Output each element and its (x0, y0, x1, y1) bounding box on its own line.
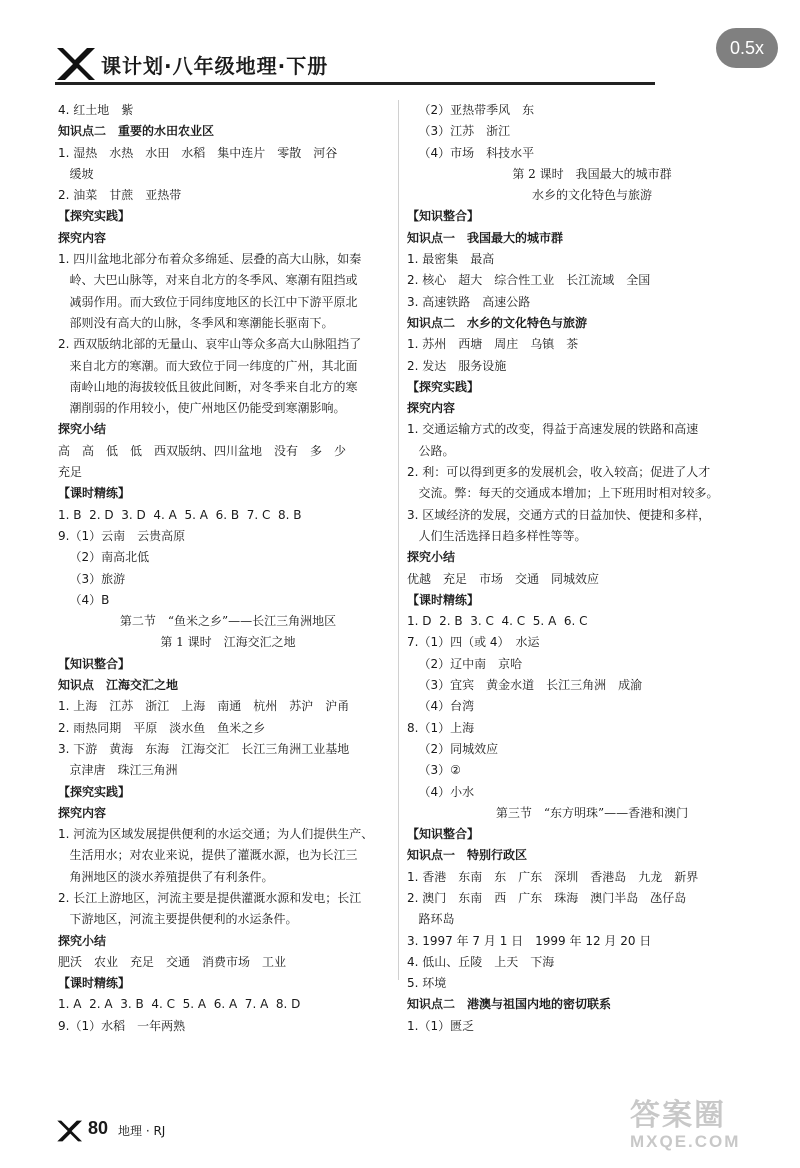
text-line: 2. 利：可以得到更多的发展机会，收入较高；促进了人才 (407, 465, 711, 480)
text-line: 1. 上海 江苏 浙江 上海 南通 杭州 苏沪 沪甬 (58, 699, 350, 714)
subheading-line: 【课时精练】 (58, 486, 131, 501)
subheading-line: 探究小结 (58, 933, 107, 948)
book-logo-icon (55, 44, 95, 84)
text-line: 9.（1）云南 云贵高原 (58, 528, 186, 543)
text-line: 部则没有高大的山脉，冬季风和寒潮能长驱南下。 (58, 315, 334, 330)
text-line: 潮削弱的作用较小，使广州地区仍能受到寒潮影响。 (58, 401, 346, 416)
text-line: （4）B (58, 592, 110, 607)
text-line: （3）江苏 浙江 (407, 124, 511, 139)
text-line: 下游地区，河流主要提供便利的水运条件。 (58, 912, 298, 927)
text-line: （4）小水 (407, 784, 475, 799)
page-header (55, 44, 715, 88)
subheading-line: 知识点二 港澳与祖国内地的密切联系 (407, 997, 612, 1012)
text-line: 1. A 2. A 3. B 4. C 5. A 6. A 7. A 8. D (58, 997, 301, 1012)
text-line: 3. 下游 黄海 东海 江海交汇 长江三角洲工业基地 (58, 741, 350, 756)
text-line: 生活用水；对农业来说，提供了灌溉水源，也为长江三 (58, 848, 358, 863)
column-divider (398, 100, 399, 980)
text-line: 4. 低山、丘陵 上天 下海 (407, 954, 555, 969)
text-line: 3. 高速铁路 高速公路 (407, 294, 531, 309)
text-line: 1. D 2. B 3. C 4. C 5. A 6. C (407, 614, 588, 629)
text-line: 1. 苏州 西塘 周庄 乌镇 茶 (407, 337, 579, 352)
text-line: 2. 核心 超大 综合性工业 长江流域 全国 (407, 273, 651, 288)
text-line: 1. B 2. D 3. D 4. A 5. A 6. B 7. C 8. B (58, 507, 302, 522)
text-line: 南岭山地的海拔较低且彼此间断，对冬季来自北方的寒 (58, 379, 358, 394)
text-line: 4. 红土地 紫 (58, 103, 134, 117)
text-line: （4）台湾 (407, 699, 475, 714)
text-line: 肥沃 农业 充足 交通 消费市场 工业 (58, 954, 287, 969)
subheading-line: 【知识整合】 (407, 827, 480, 842)
watermark-text: 答案圈 (630, 1099, 726, 1132)
subheading-line: 【探究实践】 (58, 784, 131, 799)
text-line: 高 高 低 低 西双版纳、四川盆地 没有 多 少 (58, 443, 347, 458)
subheading-line: 【知识整合】 (58, 656, 131, 671)
text-line: 8.（1）上海 (407, 720, 475, 735)
header-rule (55, 82, 655, 85)
page-number: 80 (88, 1118, 109, 1138)
footer-subject: 地理 · RJ (118, 1124, 166, 1138)
text-line: 2. 澳门 东南 西 广东 珠海 澳门半岛 氹仔岛 (407, 890, 687, 905)
subheading-line: 知识点一 我国最大的城市群 (407, 230, 564, 245)
text-line: （3）② (407, 763, 461, 778)
text-line: 1. 湿热 水热 水田 水稻 集中连片 零散 河谷 (58, 145, 338, 160)
text-line: 3. 1997 年 7 月 1 日 1999 年 12 月 20 日 (407, 933, 652, 948)
watermark (630, 1090, 740, 1152)
text-line: （3）旅游 (58, 571, 126, 586)
text-line: 9.（1）水稻 一年两熟 (58, 1018, 186, 1033)
text-line: （4）市场 科技水平 (407, 145, 535, 160)
text-line: 1. 交通运输方式的改变，得益于高速发展的铁路和高速 (407, 422, 699, 437)
text-line: 交流。弊：每天的交通成本增加；上下班用时相对较多。 (407, 486, 719, 501)
text-line: 2. 雨热同期 平原 淡水鱼 鱼米之乡 (58, 720, 266, 735)
text-line: 来自北方的寒潮。而大致位于同一纬度的广州，其北面 (58, 358, 358, 373)
subheading-line: 知识点二 重要的水田农业区 (58, 124, 215, 139)
subheading-line: 【课时精练】 (407, 592, 480, 607)
section-heading: 第 1 课时 江海交汇之地 (160, 635, 296, 650)
section-heading: 第 2 课时 我国最大的城市群 (512, 166, 672, 181)
left-column (58, 100, 398, 1037)
subheading-line: 【探究实践】 (58, 209, 131, 224)
text-line: 充足 (58, 465, 83, 480)
subheading-line: 探究小结 (407, 550, 456, 565)
right-column (407, 100, 777, 1037)
text-line: 优越 充足 市场 交通 同城效应 (407, 571, 600, 586)
text-line: 2. 长江上游地区，河流主要是提供灌溉水源和发电；长江 (58, 890, 362, 905)
subheading-line: 探究内容 (58, 230, 107, 245)
text-line: 公路。 (407, 443, 455, 458)
text-line: （2）辽中南 京哈 (407, 656, 523, 671)
subheading-line: 【探究实践】 (407, 379, 480, 394)
watermark-url: MXQE.COM (630, 1132, 741, 1151)
text-line: 岭、大巴山脉等，对来自北方的冬季风、寒潮有阻挡或 (58, 273, 358, 288)
subheading-line: 探究内容 (58, 805, 107, 820)
section-heading: 第二节 “鱼米之乡”——长江三角洲地区 (119, 614, 337, 629)
text-line: 1. 最密集 最高 (407, 252, 495, 267)
text-line: 3. 区域经济的发展，交通方式的日益加快、便捷和多样， (407, 507, 711, 522)
text-line: 2. 发达 服务设施 (407, 358, 507, 373)
text-line: （2）亚热带季风 东 (407, 103, 535, 117)
subheading-line: 【知识整合】 (407, 209, 480, 224)
subheading-line: 探究小结 (58, 422, 107, 437)
text-line: 人们生活选择日趋多样性等等。 (407, 528, 587, 543)
section-heading: 第三节 “东方明珠”——香港和澳门 (495, 805, 689, 820)
text-line: 1.（1）匮乏 (407, 1018, 475, 1033)
footer-logo-icon (56, 1118, 82, 1144)
text-line: 京津唐 珠江三角洲 (58, 763, 178, 778)
section-heading: 水乡的文化特色与旅游 (531, 188, 652, 203)
subheading-line: 知识点 江海交汇之地 (58, 678, 179, 693)
text-line: 减弱作用。而大致位于同纬度地区的长江中下游平原北 (58, 294, 358, 309)
text-line: 7.（1）四（或 4） 水运 (407, 635, 540, 650)
subheading-line: 探究内容 (407, 401, 456, 416)
text-line: 1. 香港 东南 东 广东 深圳 香港岛 九龙 新界 (407, 869, 699, 884)
text-line: 缓坡 (58, 166, 94, 181)
subheading-line: 知识点一 特别行政区 (407, 848, 528, 863)
text-line: 路环岛 (407, 912, 455, 927)
text-line: （3）宜宾 黄金水道 长江三角洲 成渝 (407, 678, 643, 693)
text-line: （2）同城效应 (407, 741, 499, 756)
text-line: 角洲地区的淡水养殖提供了有利条件。 (58, 869, 274, 884)
zoom-badge[interactable]: 0.5x (716, 28, 778, 68)
text-line: 1. 四川盆地北部分布着众多绵延、层叠的高大山脉，如秦 (58, 252, 362, 267)
text-line: 5. 环境 (407, 976, 447, 991)
text-line: （2）南高北低 (58, 550, 150, 565)
subheading-line: 【课时精练】 (58, 976, 131, 991)
subheading-line: 知识点二 水乡的文化特色与旅游 (407, 315, 588, 330)
text-line: 2. 油菜 甘蔗 亚热带 (58, 188, 182, 203)
text-line: 1. 河流为区域发展提供便利的水运交通；为人们提供生产、 (58, 827, 374, 842)
text-line: 2. 西双版纳北部的无量山、哀牢山等众多高大山脉阻挡了 (58, 337, 362, 352)
header-title: 课计划·八年级地理·下册 (101, 54, 329, 78)
